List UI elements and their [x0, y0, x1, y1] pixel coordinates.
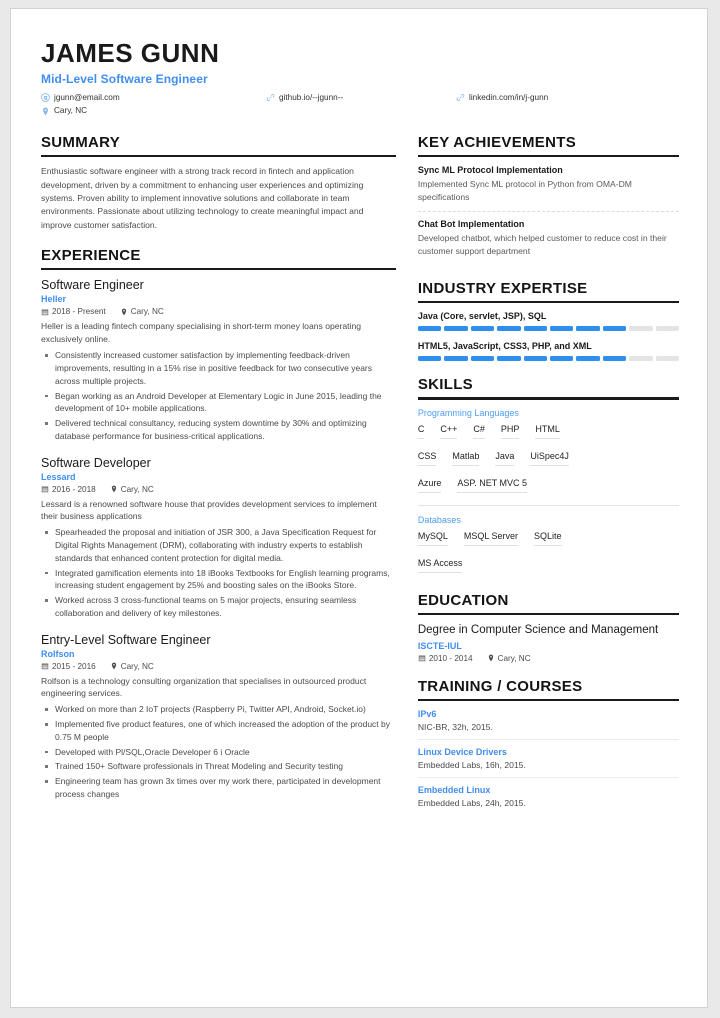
location-pin-icon	[120, 308, 128, 316]
section-rule	[41, 268, 396, 271]
course-item	[418, 785, 679, 815]
expertise-label: Java (Core, servlet, JSP), SQL	[417, 311, 547, 322]
education-dates	[418, 654, 473, 663]
contact-row	[41, 93, 679, 120]
expertise-item	[418, 311, 679, 331]
rating-segment	[497, 356, 520, 361]
section-rule	[418, 155, 679, 158]
rating-segment	[603, 326, 626, 331]
job-dates	[41, 662, 96, 671]
skill-chip: ASP. NET MVC 5	[457, 478, 527, 493]
job-bullet: Spearheaded the proposal and initiation of JSR 300, a Java Specification Request for Digital Rights Management (DRM), collaborating with industry experts to establish standards that enhanced content protection for digital media.	[41, 526, 396, 564]
rating-segment	[576, 326, 599, 331]
job-description: Lessard is a renowned software house that provides development services to implement their business applications	[41, 498, 377, 522]
skill-row	[418, 478, 679, 497]
experience-item	[41, 456, 396, 620]
job-bullet: Consistently increased customer satisfaction by implementing feedback-driven improvements, resulting in a 15% rise in positive feedback for two consecutive years across multiple projects.	[41, 349, 396, 387]
training-heading: TRAINING / COURSES	[417, 677, 583, 695]
skill-chip: PHP	[501, 424, 520, 439]
job-title: Software Engineer	[41, 278, 144, 293]
education-meta	[418, 654, 679, 663]
job-title: Software Developer	[41, 455, 151, 470]
section-rule	[418, 613, 679, 616]
achievements-heading: KEY ACHIEVEMENTS	[417, 133, 577, 151]
link-icon	[456, 93, 465, 102]
job-location-text: Cary, NC	[120, 661, 154, 671]
expertise-section	[418, 280, 679, 362]
job-location	[110, 662, 154, 671]
expertise-label: HTML5, JavaScript, CSS3, PHP, and XML	[417, 341, 592, 352]
summary-heading: SUMMARY	[41, 133, 121, 151]
rating-segment	[471, 326, 494, 331]
calendar-icon	[41, 308, 49, 316]
achievement-description: Implemented Sync ML protocol in Python from OMA-DM specifications	[417, 179, 632, 203]
education-school: ISCTE-IUL	[417, 640, 462, 651]
job-meta	[41, 485, 396, 494]
rating-segment	[550, 326, 573, 331]
skill-row	[418, 531, 679, 550]
calendar-icon	[41, 485, 49, 493]
achievements-section	[418, 134, 679, 265]
job-dates	[41, 307, 106, 316]
experience-item	[41, 633, 396, 801]
achievement-title: Sync ML Protocol Implementation	[417, 165, 563, 176]
skills-heading: SKILLS	[417, 376, 473, 394]
candidate-job-title: Mid-Level Software Engineer	[41, 71, 208, 86]
summary-section	[41, 134, 396, 232]
contact-github[interactable]	[266, 93, 456, 104]
section-rule	[418, 397, 679, 400]
job-company: Rolfson	[41, 648, 75, 659]
course-name: Linux Device Drivers	[417, 747, 507, 758]
location-pin-icon	[110, 485, 118, 493]
rating-segment	[524, 356, 547, 361]
contact-email-text: jgunn@email.com	[54, 92, 120, 102]
skill-group	[418, 408, 679, 497]
contact-github-text: github.io/--jgunn--	[279, 92, 344, 102]
course-item	[418, 747, 679, 778]
candidate-name: JAMES GUNN	[41, 38, 220, 68]
rating-segment	[497, 326, 520, 331]
contact-location-text: Cary, NC	[54, 106, 88, 116]
education-degree: Degree in Computer Science and Management	[417, 624, 659, 637]
rating-segment	[418, 326, 441, 331]
skill-group-label: Databases	[417, 514, 461, 525]
link-icon	[266, 93, 275, 102]
job-dates-text: 2015 - 2016	[52, 661, 96, 671]
education-heading: EDUCATION	[417, 591, 509, 609]
job-description: Heller is a leading fintech company specialising in short-term money loans operating exclusively online.	[41, 321, 362, 345]
achievement-title: Chat Bot Implementation	[417, 219, 525, 230]
experience-item	[41, 278, 396, 442]
expertise-heading: INDUSTRY EXPERTISE	[417, 279, 588, 297]
contact-linkedin[interactable]	[456, 93, 679, 104]
job-dates-text: 2016 - 2018	[52, 484, 96, 494]
education-location-text: Cary, NC	[497, 653, 531, 663]
section-rule	[41, 155, 396, 158]
contact-linkedin-text: linkedin.com/in/j-gunn	[469, 92, 549, 102]
experience-section	[41, 247, 396, 801]
job-bullet: Worked on more than 2 IoT projects (Raspberry Pi, Twitter API, Android, Socket.io)	[41, 703, 396, 716]
job-description: Rolfson is a technology consulting organization that specialises in outsourced product engineering services.	[41, 675, 367, 699]
skill-chip: MS Access	[418, 558, 463, 573]
job-bullet: Engineering team has grown 3x times over my work there, participated in development process changes	[41, 775, 396, 801]
expertise-rating-bar	[418, 326, 679, 331]
section-rule	[418, 301, 679, 304]
location-pin-icon	[41, 107, 50, 116]
achievement-description: Developed chatbot, which helped customer to reduce cost in their customer support department	[417, 233, 667, 257]
skill-chip: Azure	[418, 478, 442, 493]
summary-text: Enthusiastic software engineer with a strong track record in fintech and application development, driven by a commitment to enhancing user experiences and optimizing systems. Proven ability to implement innovative solutions and collaborate in team environments. Passionate about utilizing technology to create meaningful impact and improve customer satisfaction.	[41, 166, 364, 230]
job-meta	[41, 307, 396, 316]
skill-group-label: Programming Languages	[417, 407, 519, 418]
rating-segment	[629, 356, 652, 361]
job-dates-text: 2018 - Present	[52, 307, 106, 317]
rating-segment	[471, 356, 494, 361]
skill-chip: C++	[440, 424, 457, 439]
job-bullet: Worked across 3 cross-functional teams on 5 major projects, ensuring seamless collaboration and delivery of key milestones.	[41, 594, 396, 620]
achievement-item	[418, 219, 679, 265]
rating-segment	[656, 326, 679, 331]
skill-row	[418, 424, 679, 443]
expertise-item	[418, 341, 679, 361]
job-bullet: Implemented five product features, one of which increased the adoption of the product by 0.75 M people	[41, 718, 396, 744]
job-bullets	[41, 349, 396, 442]
skill-chip: UiSpec4J	[530, 451, 569, 466]
achievement-item	[418, 165, 679, 212]
job-meta	[41, 662, 396, 671]
location-pin-icon	[487, 654, 495, 662]
course-meta: NIC-BR, 32h, 2015.	[417, 722, 493, 733]
course-meta: Embedded Labs, 16h, 2015.	[417, 760, 526, 771]
skill-chip: MSQL Server	[464, 531, 518, 546]
job-company: Heller	[41, 294, 67, 305]
resume-header	[41, 39, 679, 120]
rating-segment	[603, 356, 626, 361]
rating-segment	[418, 356, 441, 361]
skill-chip: Java	[495, 451, 514, 466]
job-bullet: Delivered technical consultancy, reducing system downtime by 30% and optimizing database performance for business-critical applications.	[41, 417, 396, 443]
job-bullet: Developed with Pl/SQL,Oracle Developer 6 i Oracle	[41, 746, 396, 759]
skills-section	[418, 376, 679, 577]
course-name: Embedded Linux	[417, 785, 491, 796]
skill-row	[418, 451, 679, 470]
job-title: Entry-Level Software Engineer	[41, 632, 211, 647]
rating-segment	[576, 356, 599, 361]
skill-chip: C#	[473, 424, 485, 439]
left-column	[41, 134, 418, 830]
experience-heading: EXPERIENCE	[41, 246, 141, 264]
rating-segment	[550, 356, 573, 361]
expertise-rating-bar	[418, 356, 679, 361]
email-icon	[41, 93, 50, 102]
job-location-text: Cary, NC	[130, 307, 164, 317]
job-bullets	[41, 526, 396, 619]
contact-email[interactable]	[41, 93, 266, 104]
calendar-icon	[41, 662, 49, 670]
job-company: Lessard	[41, 471, 76, 482]
course-name: IPv6	[417, 709, 437, 720]
training-section	[418, 678, 679, 816]
rating-segment	[629, 326, 652, 331]
course-meta: Embedded Labs, 24h, 2015.	[417, 798, 526, 809]
job-location	[120, 307, 164, 316]
job-bullets	[41, 703, 396, 800]
job-bullet: Began working as an Android Developer at Elementary Logic in June 2015, leading the development of 10+ mobile applications.	[41, 390, 396, 416]
course-item	[418, 709, 679, 740]
rating-segment	[444, 356, 467, 361]
location-pin-icon	[110, 662, 118, 670]
calendar-icon	[418, 654, 426, 662]
education-location	[487, 654, 531, 663]
skill-group	[418, 515, 679, 577]
divider	[418, 505, 679, 506]
job-bullet: Trained 150+ Software professionals in Threat Modeling and Security testing	[41, 760, 396, 773]
right-column	[418, 134, 679, 830]
resume-page	[10, 8, 708, 1008]
skill-chip: SQLite	[534, 531, 562, 546]
rating-segment	[656, 356, 679, 361]
contact-location	[41, 106, 266, 117]
skill-chip: HTML	[535, 424, 560, 439]
skill-chip: MySQL	[418, 531, 448, 546]
section-rule	[418, 699, 679, 702]
job-bullet: Integrated gamification elements into 18 iBooks Textbooks for English learning programs, increasing student engagement by 25% and boosting sales on the iBooks Store.	[41, 567, 396, 593]
education-dates-text: 2010 - 2014	[428, 653, 473, 663]
skill-chip: Matlab	[452, 451, 479, 466]
skill-chip: C	[418, 424, 425, 439]
job-location-text: Cary, NC	[120, 484, 154, 494]
rating-segment	[444, 326, 467, 331]
skill-row	[418, 558, 679, 577]
rating-segment	[524, 326, 547, 331]
skill-chip: CSS	[418, 451, 437, 466]
job-location	[110, 485, 154, 494]
education-section	[418, 592, 679, 663]
job-dates	[41, 485, 96, 494]
